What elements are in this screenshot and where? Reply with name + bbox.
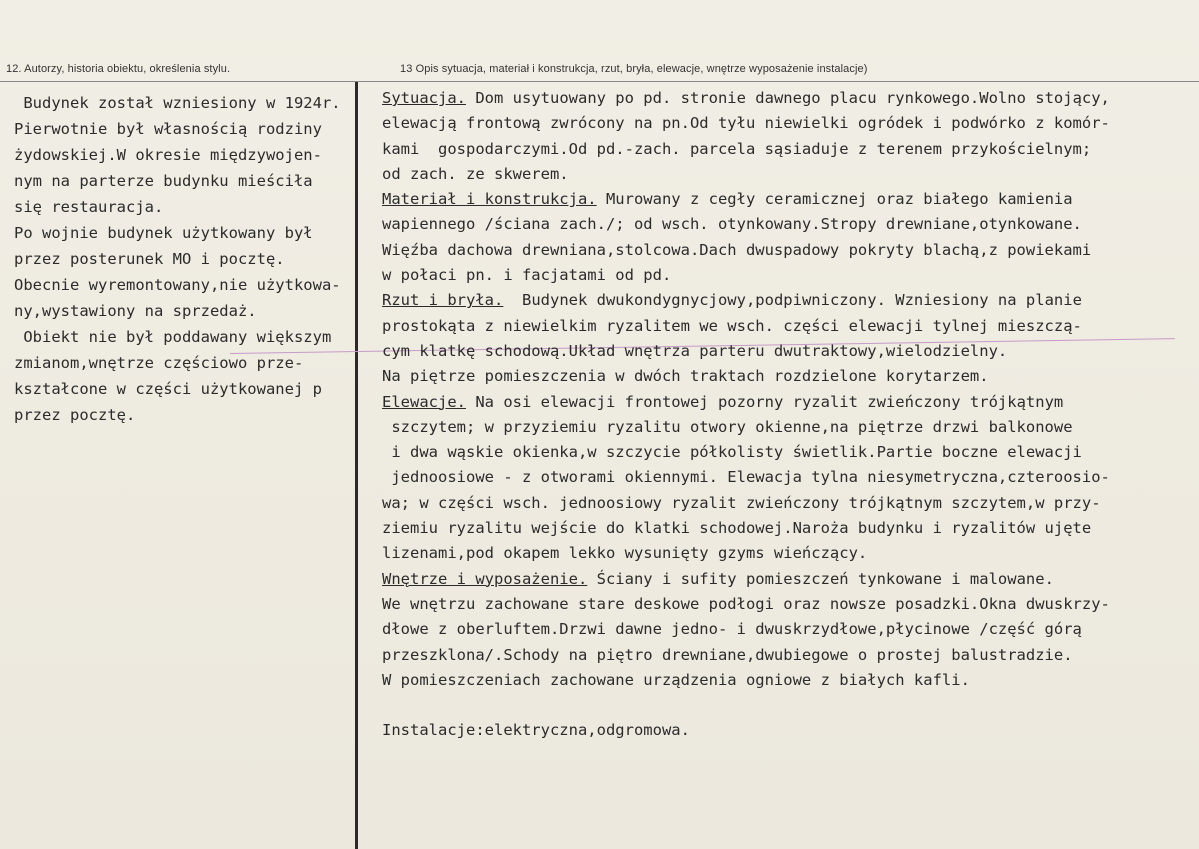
- section-heading: Rzut i bryła.: [382, 291, 504, 310]
- description-text-line: [382, 263, 1182, 288]
- section-text: wa; w części wsch. jednoosiowy ryzalit zwieńczony trójkątnym szczytem,w przy-: [382, 493, 1101, 512]
- section-text: od zach. ze skwerem.: [382, 164, 569, 183]
- section-heading: Wnętrze i wyposażenie.: [382, 569, 588, 588]
- description-text-line: [382, 111, 1182, 136]
- section-text: prostokąta z niewielkim ryzalitem we wsch. części elewacji tylnej mieszczą-: [382, 316, 1082, 335]
- description-text-line: [382, 541, 1182, 566]
- history-text-line: ny,wystawiony na sprzedaż.: [14, 302, 257, 320]
- section-text: cym klatkę schodową.Układ wnętrza parteru dwutraktowy,wielodzielny.: [382, 341, 1008, 360]
- section-heading: Elewacje.: [382, 392, 466, 411]
- history-text-line: Budynek został wzniesiony w 1924r.: [14, 94, 341, 112]
- description-text-line: [382, 339, 1182, 364]
- column-divider: [355, 82, 358, 849]
- section-text: w połaci pn. i facjatami od pd.: [382, 266, 672, 285]
- section-text: Murowany z cegły ceramicznej oraz białego kamienia: [596, 190, 1073, 209]
- section-text: ziemiu ryzalitu wejście do klatki schodowej.Naroża budynku i ryzalitów ujęte: [382, 519, 1092, 538]
- description-text-line: [382, 643, 1182, 668]
- description-text-line: [382, 567, 1182, 592]
- section-text: lizenami,pod okapem lekko wysunięty gzyms wieńczący.: [382, 544, 868, 563]
- description-text-line: [382, 465, 1182, 490]
- section-text: Więźba dachowa drewniana,stolcowa.Dach dwuspadowy pokryty blachą,z powiekami: [382, 240, 1092, 259]
- history-text-line: Obiekt nie był poddawany większym: [14, 328, 332, 346]
- section-text: Budynek dwukondygnycjowy,podpiwniczony. Wzniesiony na planie: [503, 291, 1082, 310]
- description-text-line: [382, 390, 1182, 415]
- description-text-line: [382, 187, 1182, 212]
- description-text-line: [382, 693, 1182, 718]
- description-text-line: [382, 162, 1182, 187]
- history-text-line: żydowskiej.W okresie międzywojen-: [14, 146, 322, 164]
- section-text: przeszklona/.Schody na piętro drewniane,dwubiegowe o prostej balustradzie.: [382, 645, 1073, 664]
- description-text-line: [382, 718, 1182, 743]
- horizontal-rule: [0, 81, 1199, 82]
- history-text-column: [14, 90, 354, 428]
- header-authors-history: 12. Autorzy, historia obiektu, określenia stylu.: [6, 63, 231, 75]
- description-text-line: [382, 137, 1182, 162]
- header-description: 13 Opis sytuacja, materiał i konstrukcja, rzut, bryła, elewacje, wnętrze wyposażenie instalacje): [400, 63, 868, 75]
- section-text: Na piętrze pomieszczenia w dwóch traktach rozdzielone korytarzem.: [382, 367, 989, 386]
- description-text-line: [382, 364, 1182, 389]
- description-text-line: [382, 314, 1182, 339]
- history-text-line: zmianom,wnętrze częściowo prze-: [14, 354, 304, 372]
- history-text-line: Obecnie wyremontowany,nie użytkowa-: [14, 276, 341, 294]
- description-text-line: [382, 86, 1182, 111]
- description-text-line: [382, 415, 1182, 440]
- description-text-line: [382, 617, 1182, 642]
- section-text: jednoosiowe - z otworami okiennymi. Elewacja tylna niesymetryczna,czteroosio-: [382, 468, 1110, 487]
- description-text-line: [382, 212, 1182, 237]
- history-text-line: przez posterunek MO i pocztę.: [14, 250, 285, 268]
- section-text: szczytem; w przyziemiu ryzalitu otwory okienne,na piętrze drzwi balkonowe: [382, 417, 1073, 436]
- section-text: Ściany i sufity pomieszczeń tynkowane i malowane.: [587, 569, 1054, 588]
- section-text: dłowe z oberluftem.Drzwi dawne jedno- i dwuskrzydłowe,płycinowe /część górą: [382, 620, 1082, 639]
- history-text-line: Po wojnie budynek użytkowany był: [14, 224, 313, 242]
- history-text-line: kształcone w części użytkowanej p: [14, 380, 322, 398]
- section-text: Instalacje:elektryczna,odgromowa.: [382, 721, 690, 740]
- section-text: kami gospodarczymi.Od pd.-zach. parcela sąsiaduje z terenem przykościelnym;: [382, 139, 1092, 158]
- description-text-line: [382, 668, 1182, 693]
- section-heading: Sytuacja.: [382, 89, 466, 107]
- description-text-column: [382, 86, 1182, 744]
- description-text-line: [382, 491, 1182, 516]
- section-text: We wnętrzu zachowane stare deskowe podłogi oraz nowsze posadzki.Okna dwuskrzy-: [382, 594, 1110, 613]
- history-text-line: przez pocztę.: [14, 406, 136, 424]
- history-text-line: Pierwotnie był własnością rodziny: [14, 120, 322, 138]
- section-text: W pomieszczeniach zachowane urządzenia ogniowe z białych kafli.: [382, 670, 970, 689]
- section-text: wapiennego /ściana zach./; od wsch. otynkowany.Stropy drewniane,otynkowane.: [382, 215, 1082, 234]
- section-heading: Materiał i konstrukcja.: [382, 190, 597, 209]
- section-text: i dwa wąskie okienka,w szczycie półkolisty świetlik.Partie boczne elewacji: [382, 443, 1082, 462]
- history-text-line: się restauracja.: [14, 198, 164, 216]
- section-text: Na osi elewacji frontowej pozorny ryzalit zwieńczony trójkątnym: [466, 392, 1064, 411]
- history-text-line: nym na parterze budynku mieściła: [14, 172, 313, 190]
- section-text: elewacją frontową zwrócony na pn.Od tyłu niewielki ogródek i podwórko z komór-: [382, 114, 1110, 133]
- description-text-line: [382, 238, 1182, 263]
- description-text-line: [382, 516, 1182, 541]
- description-text-line: [382, 592, 1182, 617]
- description-text-line: [382, 288, 1182, 313]
- section-text: Dom usytuowany po pd. stronie dawnego placu rynkowego.Wolno stojący,: [466, 89, 1110, 107]
- description-text-line: [382, 440, 1182, 465]
